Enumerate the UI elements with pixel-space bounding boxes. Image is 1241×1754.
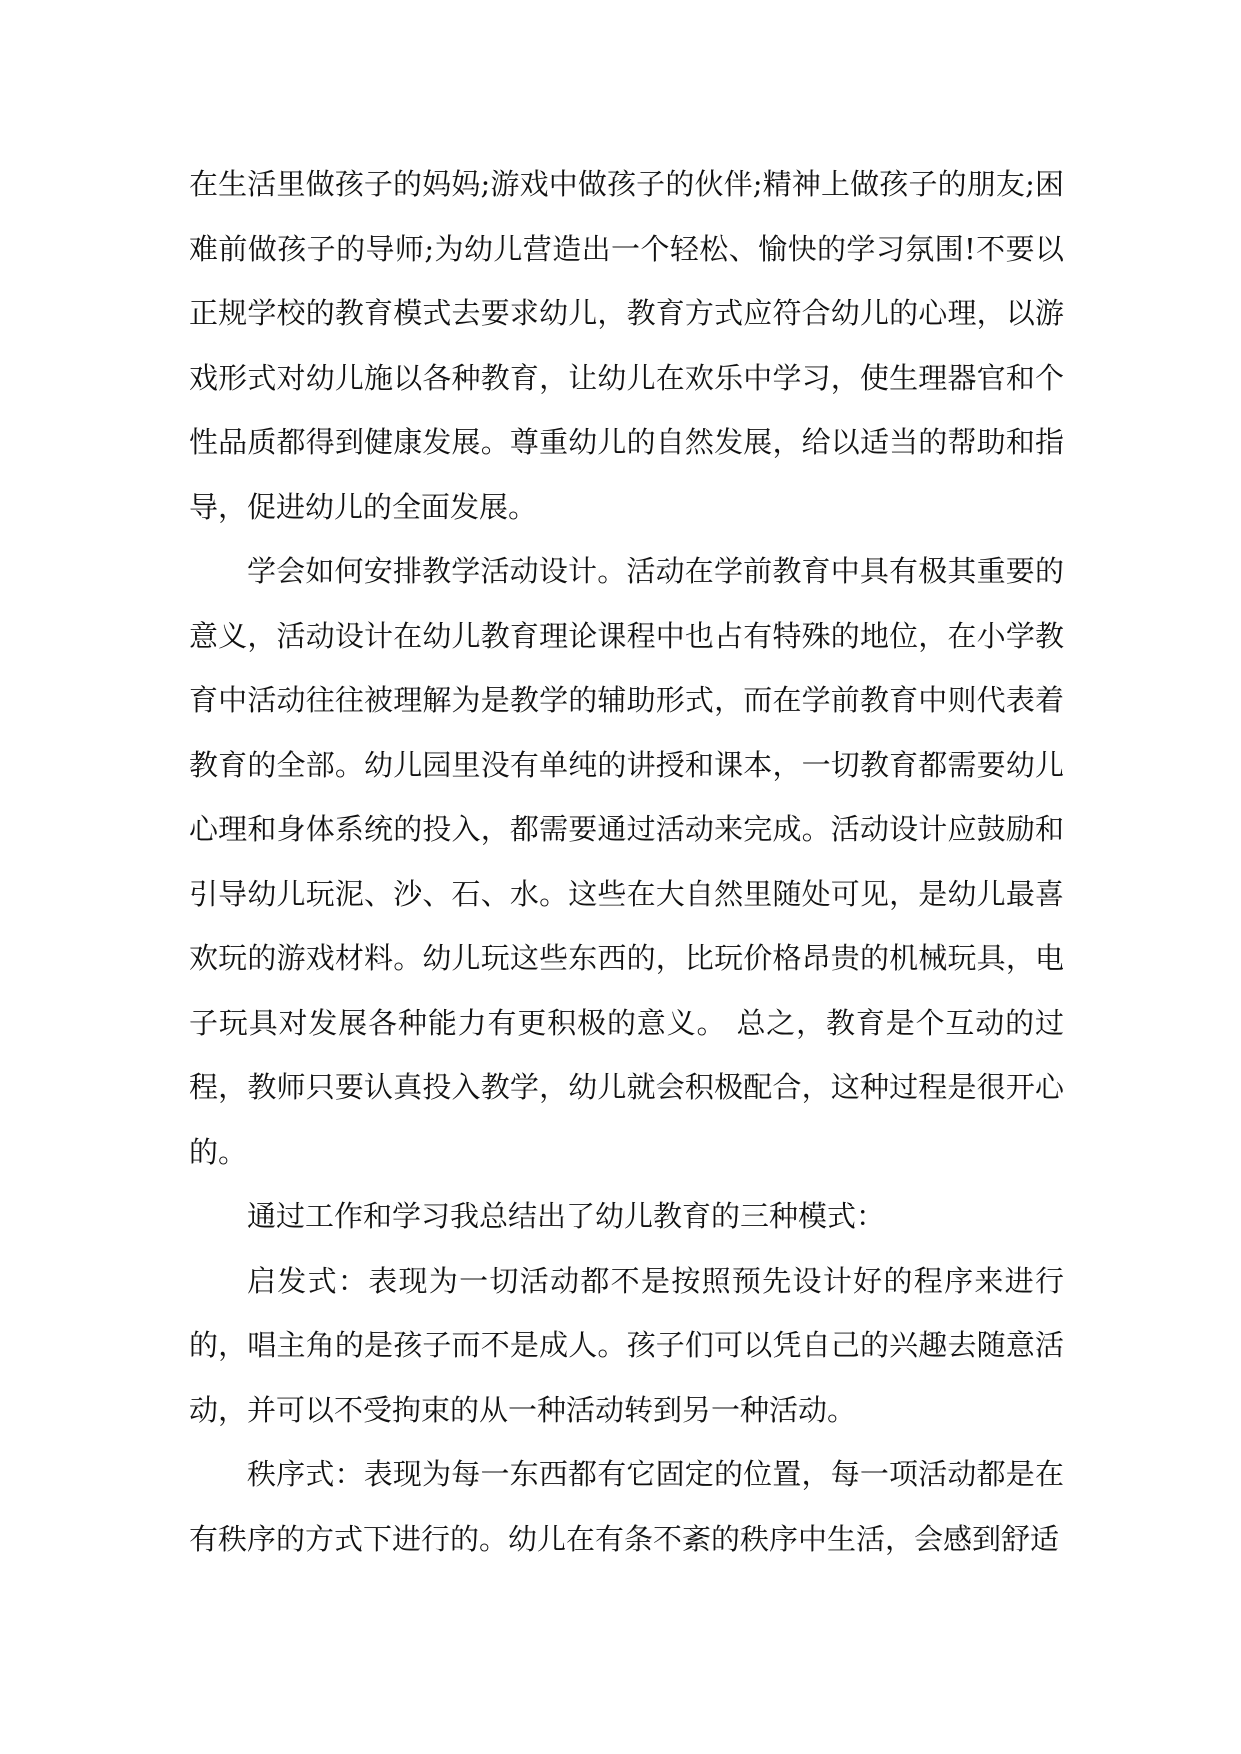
paragraph: 秩序式：表现为每一东西都有它固定的位置，每一项活动都是在有秩序的方式下进行的。幼儿在有条不紊的秩序中生活，会感到舒适 [189,1457,1064,1556]
paragraph: 启发式：表现为一切活动都不是按照预先设计好的程序来进行的，唱主角的是孩子而不是成人。孩子们可以凭自己的兴趣去随意活动，并可以不受拘束的从一种活动转到另一种活动。 [189,1263,1064,1427]
paragraph: 通过工作和学习我总结出了幼儿教育的三种模式： [247,1199,886,1233]
paragraph: 学会如何安排教学活动设计。活动在学前教育中具有极其重要的意义，活动设计在幼儿教育理论课程中也占有特殊的地位，在小学教育中活动往往被理解为是教学的辅助形式，而在学前教育中则代表着教育的全部。幼儿园里没有单纯的讲授和课本，一切教育都需要幼儿心理和身体系统的投入，都需要通过活动来完成。活动设计应鼓励和引导幼儿玩泥、沙、石、水。这些在大自然里随处可见，是幼儿最喜欢玩的游戏材料。幼儿玩这些东西的，比玩价格昂贵的机械玩具，电子玩具对发展各种能力有更积极的意义。 总之，教育是个互动的过程，教师只要认真投入教学，幼儿就会积极配合，这种过程是很开心的。 [189,554,1064,1169]
paragraph: 在生活里做孩子的妈妈;游戏中做孩子的伙伴;精神上做孩子的朋友;困难前做孩子的导师;为幼儿营造出一个轻松、愉快的学习氛围!不要以正规学校的教育模式去要求幼儿，教育方式应符合幼儿的心理，以游戏形式对幼儿施以各种教育，让幼儿在欢乐中学习，使生理器官和个性品质都得到健康发展。尊重幼儿的自然发展，给以适当的帮助和指导，促进幼儿的全面发展。 [189,167,1064,524]
document-body [189,152,1064,1571]
